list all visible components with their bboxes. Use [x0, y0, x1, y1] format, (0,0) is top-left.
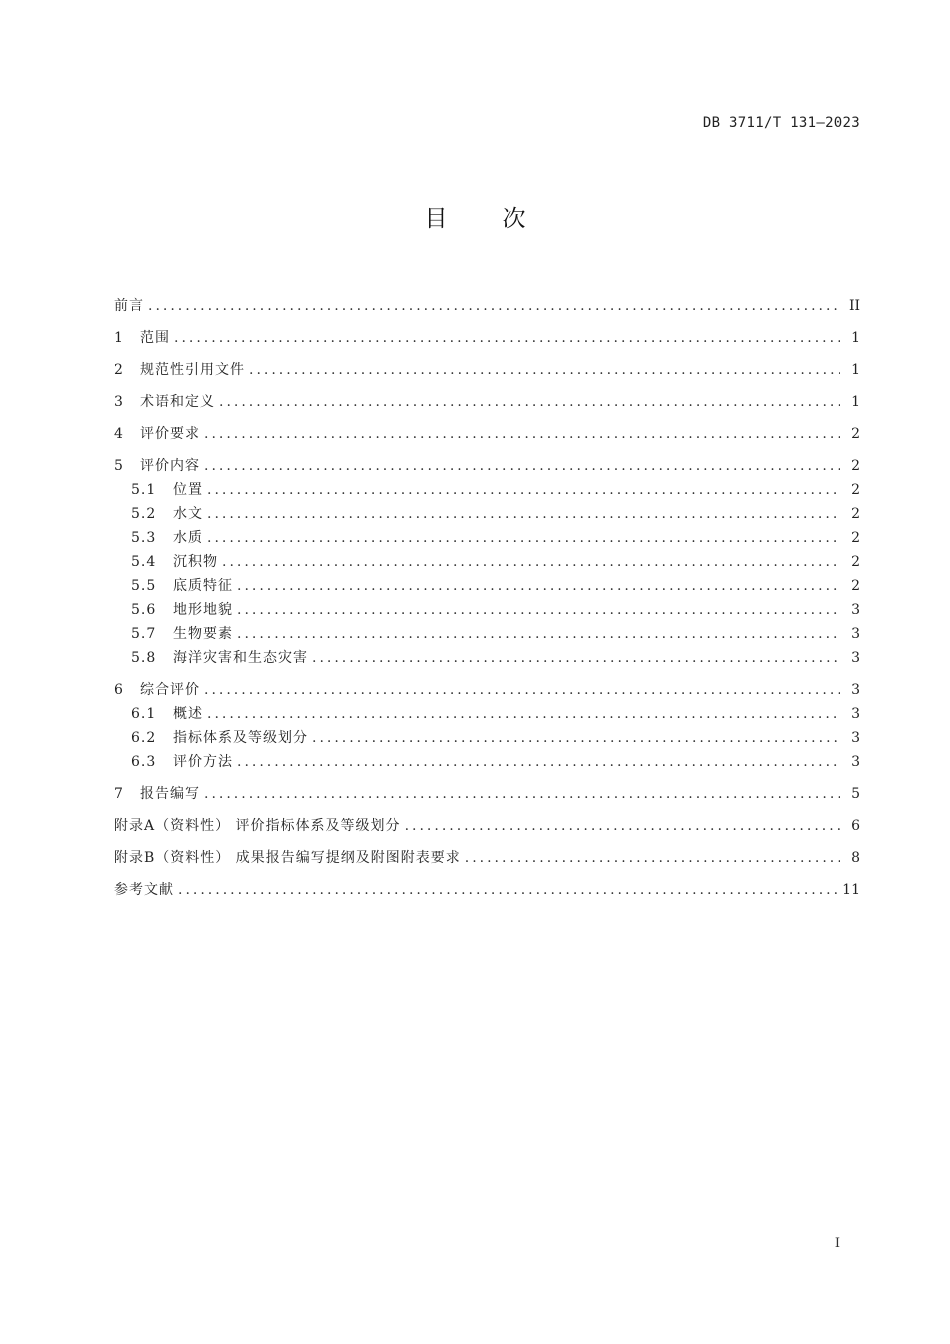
page-number: I [834, 1236, 840, 1251]
toc-leader-dots [249, 358, 840, 382]
toc-entry-number: 5.3 [131, 530, 157, 546]
toc-entry[interactable] [114, 294, 860, 318]
toc-entry-number: 6 [114, 682, 124, 698]
toc-entry-number: 4 [114, 426, 124, 442]
toc-entry-page: 3 [851, 706, 860, 722]
toc-leader-dots [237, 622, 840, 646]
toc-entry[interactable] [114, 750, 860, 774]
toc-entry[interactable] [114, 326, 860, 350]
toc-entry-title: 水质 [173, 530, 203, 546]
toc-entry-title: 底质特征 [173, 578, 233, 594]
toc-leader-dots [207, 478, 840, 502]
toc-entry-page: 1 [851, 330, 860, 346]
toc-entry[interactable] [114, 726, 860, 750]
toc-leader-dots [222, 550, 840, 574]
toc-entry-page: 1 [851, 362, 860, 378]
toc-entry-title: 参考文献 [114, 882, 174, 898]
toc-entry-page: 11 [842, 882, 860, 898]
toc-entry[interactable] [114, 678, 860, 702]
toc-entry-title: 综合评价 [140, 682, 200, 698]
toc-entry[interactable] [114, 502, 860, 526]
toc-leader-dots [148, 294, 840, 318]
toc-entry-page: 2 [851, 482, 860, 498]
toc-entry-page: 3 [851, 730, 860, 746]
toc-entry-number: 1 [114, 330, 124, 346]
toc-entry-title: 前言 [114, 298, 144, 314]
toc-entry-page: 1 [851, 394, 860, 410]
toc-entry[interactable] [114, 390, 860, 414]
toc-leader-dots [312, 646, 840, 670]
toc-leader-dots [204, 678, 840, 702]
toc-entry-page: 3 [851, 682, 860, 698]
toc-entry-title: 附录A（资料性） 评价指标体系及等级划分 [114, 818, 401, 834]
toc-entry[interactable] [114, 422, 860, 446]
toc-entry-title: 位置 [173, 482, 203, 498]
document-code: DB 3711/T 131—2023 [702, 115, 860, 131]
toc-entry[interactable] [114, 598, 860, 622]
toc-entry-number: 5.5 [131, 578, 157, 594]
toc-entry-page: 2 [851, 426, 860, 442]
toc-entry-page: 2 [851, 578, 860, 594]
toc-entry[interactable] [114, 846, 860, 870]
toc-leader-dots [207, 526, 840, 550]
page-title: 目次 [424, 206, 581, 232]
toc-entry-number: 5.1 [131, 482, 157, 498]
toc-leader-dots [204, 422, 840, 446]
toc-entry-number: 6.3 [131, 754, 157, 770]
toc-entry-number: 6.2 [131, 730, 157, 746]
toc-entry-number: 5.7 [131, 626, 157, 642]
table-of-contents [114, 286, 860, 902]
toc-entry[interactable] [114, 702, 860, 726]
toc-entry-title: 范围 [140, 330, 170, 346]
toc-entry-title: 水文 [173, 506, 203, 522]
toc-entry-number: 5.2 [131, 506, 157, 522]
toc-leader-dots [204, 454, 840, 478]
toc-leader-dots [237, 574, 840, 598]
toc-entry[interactable] [114, 358, 860, 382]
toc-entry-number: 5.8 [131, 650, 157, 666]
toc-entry-page: II [848, 298, 860, 314]
toc-entry-page: 2 [851, 530, 860, 546]
toc-entry-title: 术语和定义 [140, 394, 215, 410]
toc-entry[interactable] [114, 526, 860, 550]
toc-entry[interactable] [114, 454, 860, 478]
toc-leader-dots [204, 782, 840, 806]
toc-leader-dots [219, 390, 840, 414]
toc-entry-title: 生物要素 [173, 626, 233, 642]
toc-entry-number: 2 [114, 362, 124, 378]
toc-entry-title: 地形地貌 [173, 602, 233, 618]
toc-entry[interactable] [114, 814, 860, 838]
toc-entry-number: 5 [114, 458, 124, 474]
toc-entry[interactable] [114, 478, 860, 502]
toc-entry-title: 评价方法 [173, 754, 233, 770]
toc-entry-page: 8 [851, 850, 860, 866]
toc-entry[interactable] [114, 622, 860, 646]
toc-leader-dots [207, 502, 840, 526]
toc-leader-dots [405, 814, 840, 838]
toc-leader-dots [465, 846, 840, 870]
toc-entry-number: 5.4 [131, 554, 157, 570]
toc-leader-dots [207, 702, 840, 726]
toc-entry-title: 海洋灾害和生态灾害 [173, 650, 308, 666]
toc-leader-dots [174, 326, 840, 350]
toc-leader-dots [237, 750, 840, 774]
toc-entry-title: 沉积物 [173, 554, 218, 570]
toc-entry-page: 3 [851, 650, 860, 666]
toc-entry-page: 2 [851, 506, 860, 522]
toc-entry-title: 评价要求 [140, 426, 200, 442]
toc-entry-number: 6.1 [131, 706, 157, 722]
toc-entry-page: 3 [851, 754, 860, 770]
toc-entry[interactable] [114, 646, 860, 670]
toc-entry[interactable] [114, 782, 860, 806]
toc-leader-dots [178, 878, 838, 902]
toc-entry-page: 3 [851, 626, 860, 642]
toc-entry[interactable] [114, 550, 860, 574]
toc-entry-page: 5 [851, 786, 860, 802]
toc-entry[interactable] [114, 878, 860, 902]
toc-entry-page: 3 [851, 602, 860, 618]
toc-entry-page: 2 [851, 458, 860, 474]
toc-entry-number: 3 [114, 394, 124, 410]
toc-entry[interactable] [114, 574, 860, 598]
toc-entry-title: 评价内容 [140, 458, 200, 474]
toc-entry-title: 报告编写 [140, 786, 200, 802]
toc-entry-page: 6 [851, 818, 860, 834]
toc-entry-number: 5.6 [131, 602, 157, 618]
toc-entry-title: 指标体系及等级划分 [173, 730, 308, 746]
toc-entry-title: 规范性引用文件 [140, 362, 245, 378]
toc-leader-dots [312, 726, 840, 750]
toc-entry-page: 2 [851, 554, 860, 570]
toc-entry-number: 7 [114, 786, 124, 802]
toc-entry-title: 附录B（资料性） 成果报告编写提纲及附图附表要求 [114, 850, 461, 866]
toc-leader-dots [237, 598, 840, 622]
toc-entry-title: 概述 [173, 706, 203, 722]
